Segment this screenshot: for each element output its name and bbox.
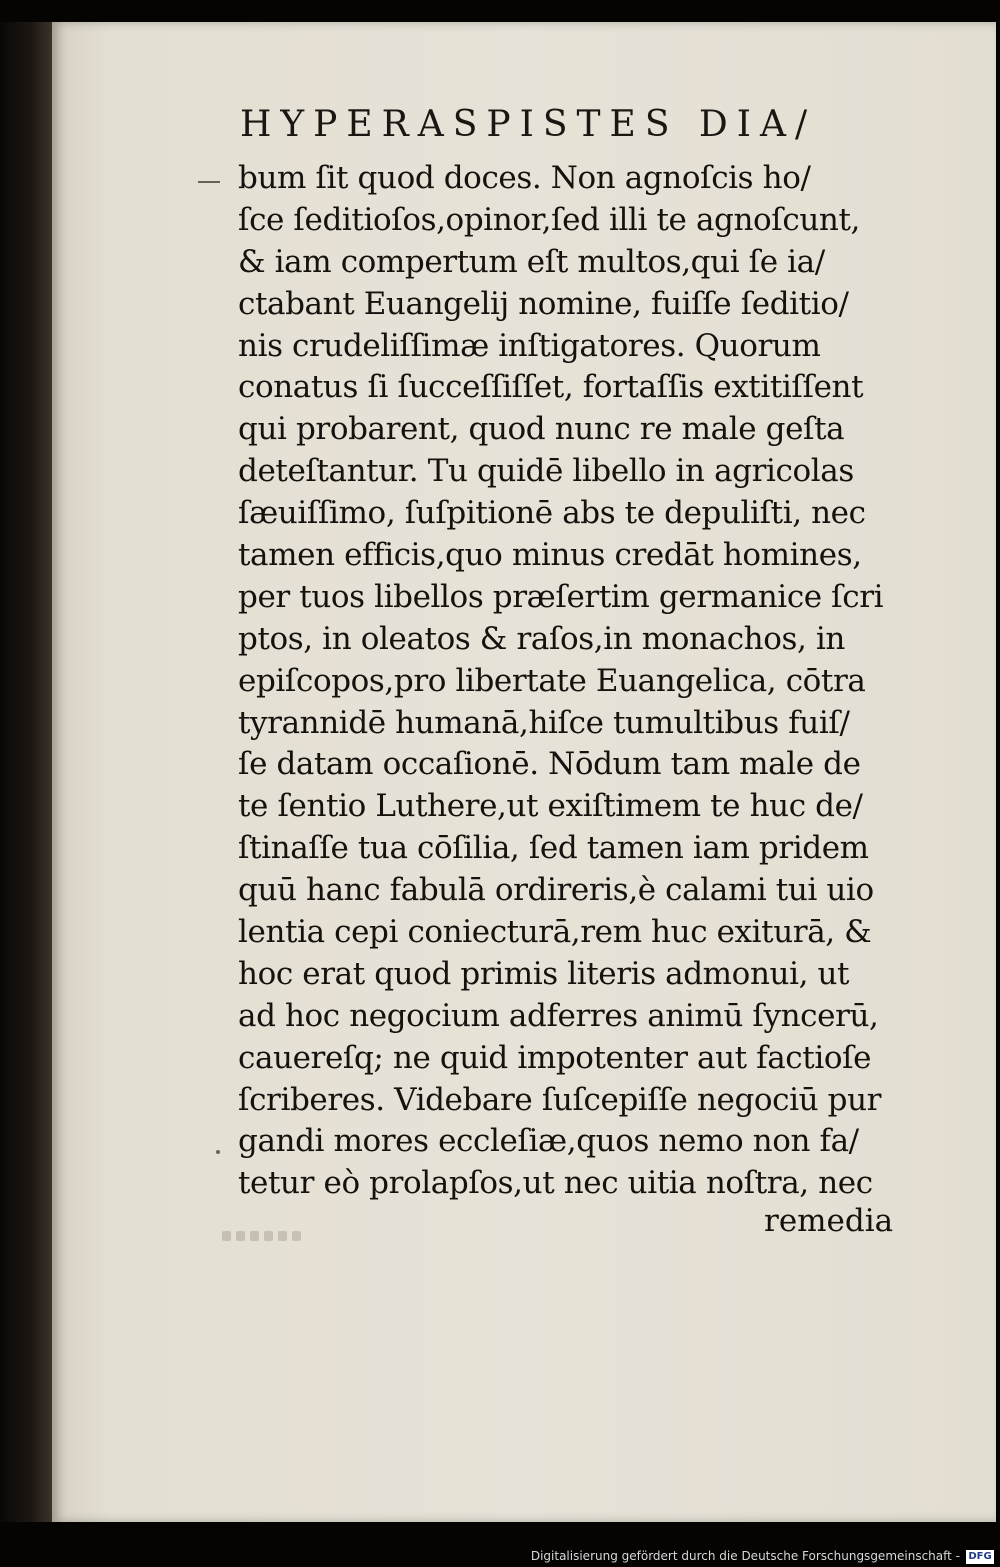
text-line: ad hoc negocium adferres animū ſyncerū, [238,997,879,1034]
text-line: tetur eò prolapſos,ut nec uitia noſtra, nec [238,1165,873,1202]
text-line: quū hanc fabulā ordireris,è calami tui uio [238,872,874,909]
ink-bleed-marks [222,1226,332,1248]
text-line: ptos, in oleatos & raſos,in monachos, in [238,620,845,657]
text-line: & iam compertum eſt multos,qui ſe ia/ [238,243,825,280]
margin-mark [198,181,220,183]
body-text [238,158,898,1205]
text-line: cauereſq; ne quid impotenter aut factioſe [238,1039,872,1076]
text-line: qui probarent, quod nunc re male geſta [238,411,845,448]
text-line: nis crudeliſſimæ inſtigatores. Quorum [238,327,821,364]
text-line: gandi mores eccleſiæ,quos nemo non fa/ [238,1123,859,1160]
text-line: hoc erat quod primis literis admonui, ut [238,955,850,992]
digitization-credit: Digitalisierung gefördert durch die Deutsche Forschungsgemeinschaft - [530,1549,960,1563]
book-gutter [0,22,52,1522]
text-line: bum ſit quod doces. Non agnoſcis ho/ [238,160,811,196]
text-line: lentia cepi coniecturā,rem huc exiturā, & [238,914,872,951]
margin-dot [216,1150,220,1154]
text-line: ſe datam occaſionē. Nōdum tam male de [238,746,861,783]
text-line: ſæuiſſimo, ſuſpitionē abs te depuliſti, nec [238,495,866,532]
text-line: conatus ſi ſucceſſiſſet, fortaſſis extitiſſent [238,369,864,406]
running-head: HYPERASPISTES DIA/ [240,104,817,145]
text-line: tyrannidē humanā,hiſce tumultibus fuiſ/ [238,704,850,741]
text-line: te ſentio Luthere,ut exiſtimem te huc de/ [238,788,863,825]
catchword: remedia [764,1203,894,1239]
text-line: deteſtantur. Tu quidē libello in agricolas [238,453,854,490]
text-line: ctabant Euangelij nomine, fuiſſe ſeditio/ [238,285,849,322]
text-line: per tuos libellos præſertim germanice ſcri [238,578,884,615]
text-line: ſtinaſſe tua cōſilia, ſed tamen iam pridem [238,830,869,867]
text-line: ſce ſeditioſos,opinor,ſed illi te agnoſcunt, [238,201,860,238]
text-line: tamen efficis,quo minus credāt homines, [238,537,862,574]
dfg-logo: DFG [966,1550,994,1564]
text-line: epiſcopos,pro libertate Euangelica, cōtra [238,662,866,699]
text-line: ſcriberes. Videbare ſuſcepiſſe negociū pur [238,1081,882,1118]
